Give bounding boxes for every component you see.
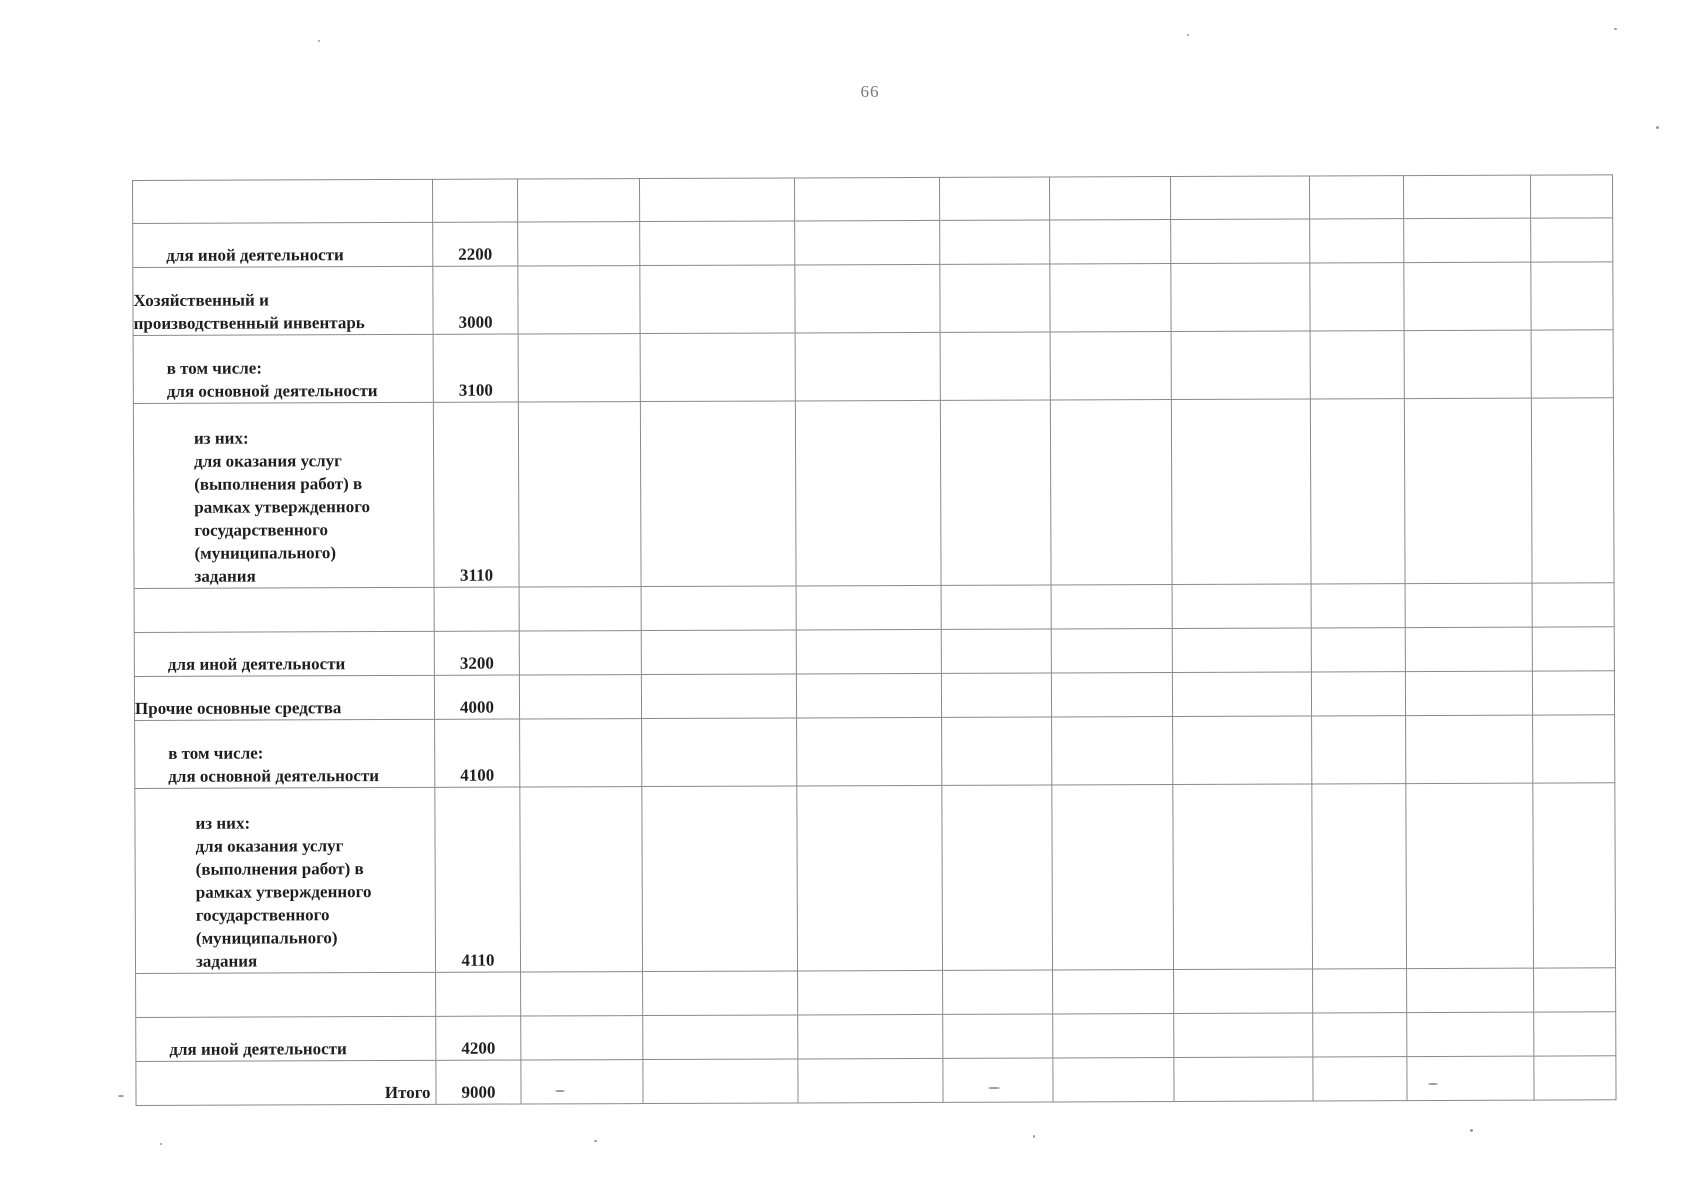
table-cell (1174, 1013, 1313, 1058)
table-cell (1310, 263, 1404, 331)
table-cell (1531, 398, 1614, 583)
table-cell (1051, 629, 1172, 673)
table-cell (1404, 330, 1531, 398)
table-row (134, 627, 1614, 677)
table-cell (1313, 1013, 1407, 1057)
table-cell (795, 220, 940, 265)
table-cell (1407, 968, 1534, 1012)
table-cell (1174, 1057, 1313, 1102)
table-cell (1050, 332, 1171, 400)
table-cell (942, 785, 1053, 970)
table-cell (794, 177, 939, 221)
table-cell (1404, 218, 1531, 262)
scan-speck (160, 1143, 162, 1145)
scan-speck (318, 40, 320, 42)
table-row (136, 1012, 1616, 1062)
page-number: 66 (860, 82, 880, 101)
row-code: 3100 (433, 334, 518, 402)
table-cell (941, 629, 1051, 673)
row-code: 9000 (436, 1060, 521, 1104)
table-cell (940, 220, 1050, 264)
table-cell (1310, 331, 1404, 399)
table-cell (939, 177, 1049, 220)
table-cell (1404, 262, 1531, 330)
row-code: 3200 (434, 631, 519, 675)
table-cell (1174, 969, 1313, 1014)
table-cell (1531, 218, 1613, 262)
table-row (133, 262, 1613, 336)
table-cell (1051, 673, 1172, 717)
fixed-assets-table (132, 174, 1617, 1106)
table-cell (1530, 175, 1612, 218)
table-cell (518, 222, 640, 266)
table-cell (940, 332, 1050, 400)
table-cell (643, 1015, 798, 1060)
table-cell (1531, 262, 1613, 330)
table-cell (642, 718, 797, 787)
table-cell (1171, 263, 1310, 332)
row-name: для иной деятельности (134, 631, 434, 676)
row-code: 3000 (433, 266, 518, 334)
table-cell (1050, 400, 1172, 585)
table-cell (519, 587, 641, 631)
scan-speck (1470, 1129, 1473, 1132)
row-name (134, 587, 434, 632)
table-cell (1051, 585, 1172, 629)
table-row (135, 783, 1616, 974)
table-cell (521, 1016, 643, 1060)
table-cell (1405, 671, 1532, 715)
scan-speck (1656, 126, 1659, 129)
row-name: из них: для оказания услуг (выполнения работ) в рамках утвержденного государственного (муниципального) задания (133, 402, 434, 588)
table-cell (1052, 717, 1173, 785)
table-cell (1172, 628, 1311, 673)
table-cell (798, 1058, 943, 1103)
scan-speck (118, 1095, 124, 1097)
scan-speck (1187, 34, 1189, 36)
table-row (133, 218, 1613, 268)
table-cell (940, 400, 1051, 585)
table-cell (1049, 177, 1170, 220)
table-cell (521, 1060, 643, 1104)
row-name: для иной деятельности (133, 222, 433, 267)
table-cell (942, 717, 1052, 785)
table-row (133, 398, 1614, 589)
row-name: Хозяйственный и производственный инвентарь (133, 266, 433, 335)
table-row (134, 583, 1614, 633)
table-cell (795, 264, 940, 333)
table-cell (642, 786, 798, 972)
row-name: для иной деятельности (136, 1016, 436, 1061)
scan-speck (555, 1090, 565, 1092)
table-cell (519, 675, 641, 719)
table-cell (1052, 785, 1174, 970)
table-cell (518, 334, 640, 402)
table-cell (1407, 1056, 1534, 1100)
table-cell (796, 629, 941, 674)
table-cell (639, 178, 794, 222)
table-cell (1053, 1058, 1174, 1102)
table-cell (1531, 330, 1613, 398)
table-cell (1050, 220, 1171, 264)
row-name (133, 179, 433, 223)
table-row (133, 175, 1613, 224)
table-cell (1171, 331, 1310, 400)
table-cell (1405, 583, 1532, 627)
table-cell (640, 265, 795, 334)
row-name: в том числе: для основной деятельности (135, 719, 435, 788)
table-cell (1312, 784, 1407, 969)
table-cell (1532, 583, 1614, 627)
table-cell (1172, 672, 1311, 717)
table-cell (1311, 584, 1405, 628)
row-code (434, 587, 519, 631)
table-cell (520, 719, 642, 787)
table-cell (1403, 175, 1530, 218)
table-cell (797, 717, 942, 786)
table-cell (1534, 968, 1616, 1012)
table-cell (1053, 1014, 1174, 1058)
table-cell (796, 673, 941, 718)
table-cell (1170, 176, 1309, 220)
table-cell (1053, 970, 1174, 1014)
table-row (136, 968, 1616, 1018)
table-cell (521, 972, 643, 1016)
table-cell (1311, 628, 1405, 672)
table-cell (1313, 1057, 1407, 1101)
table-cell (1406, 783, 1534, 968)
table-cell (1534, 1012, 1616, 1056)
table-cell (941, 673, 1051, 717)
table-cell (1310, 399, 1405, 584)
table-cell (940, 264, 1050, 332)
scan-speck (1428, 1083, 1438, 1085)
scan-speck (988, 1087, 1000, 1089)
table-cell (798, 970, 943, 1015)
table-cell (1532, 671, 1614, 715)
total-row (136, 1056, 1616, 1106)
table-cell (941, 585, 1051, 629)
table-cell (1532, 627, 1614, 671)
row-code (436, 972, 521, 1016)
table-cell (641, 674, 796, 719)
scan-speck (1614, 28, 1617, 30)
table-cell (1309, 176, 1403, 219)
scan-speck (594, 1140, 597, 1142)
row-code: 3110 (433, 402, 519, 587)
table-cell (518, 402, 641, 587)
table-cell (1533, 715, 1615, 783)
row-name: из них: для оказания услуг (выполнения работ) в рамках утвержденного государственного (муниципального) задания (135, 787, 436, 973)
total-label: Итого (136, 1060, 436, 1105)
table-cell (1534, 1056, 1616, 1100)
table-cell (1406, 715, 1533, 783)
table-cell (1405, 627, 1532, 671)
table-cell (640, 333, 795, 402)
table-row (134, 671, 1614, 721)
table-row (135, 715, 1615, 789)
table-cell (641, 586, 796, 631)
table-cell (641, 630, 796, 675)
table-cell (1311, 672, 1405, 716)
table-cell (1172, 584, 1311, 629)
table-cell (517, 179, 639, 222)
table-cell (518, 266, 640, 334)
table-cell (1533, 783, 1616, 968)
table-cell (1171, 219, 1310, 264)
table-cell (797, 785, 943, 971)
row-name: в том числе: для основной деятельности (133, 334, 433, 403)
table-cell (1404, 398, 1532, 583)
row-name (136, 972, 436, 1017)
table-cell (943, 1058, 1053, 1102)
row-code: 4110 (435, 787, 521, 972)
table-cell (1407, 1012, 1534, 1056)
table-cell (1310, 219, 1404, 263)
table-cell (1173, 784, 1313, 970)
table-cell (796, 585, 941, 630)
table-cell (519, 631, 641, 675)
row-code: 2200 (433, 222, 518, 266)
table-cell (643, 971, 798, 1016)
table-cell (1312, 716, 1406, 784)
table-cell (943, 970, 1053, 1014)
asset-table-sheet (132, 174, 1617, 1106)
table-cell (1171, 399, 1311, 585)
table-cell (795, 332, 940, 401)
scan-speck (1033, 1135, 1035, 1138)
table-cell (520, 787, 643, 972)
table-cell (1313, 969, 1407, 1013)
table-cell (1050, 264, 1171, 332)
table-cell (795, 400, 941, 586)
row-code: 4000 (434, 675, 519, 719)
table-cell (1173, 716, 1312, 785)
table-cell (798, 1014, 943, 1059)
table-cell (640, 401, 796, 587)
row-code: 4200 (436, 1016, 521, 1060)
table-row (133, 330, 1613, 404)
row-name: Прочие основные средства (134, 675, 434, 720)
table-cell (643, 1059, 798, 1104)
row-code (432, 179, 517, 222)
table-cell (640, 221, 795, 266)
table-cell (943, 1014, 1053, 1058)
row-code: 4100 (435, 719, 520, 787)
